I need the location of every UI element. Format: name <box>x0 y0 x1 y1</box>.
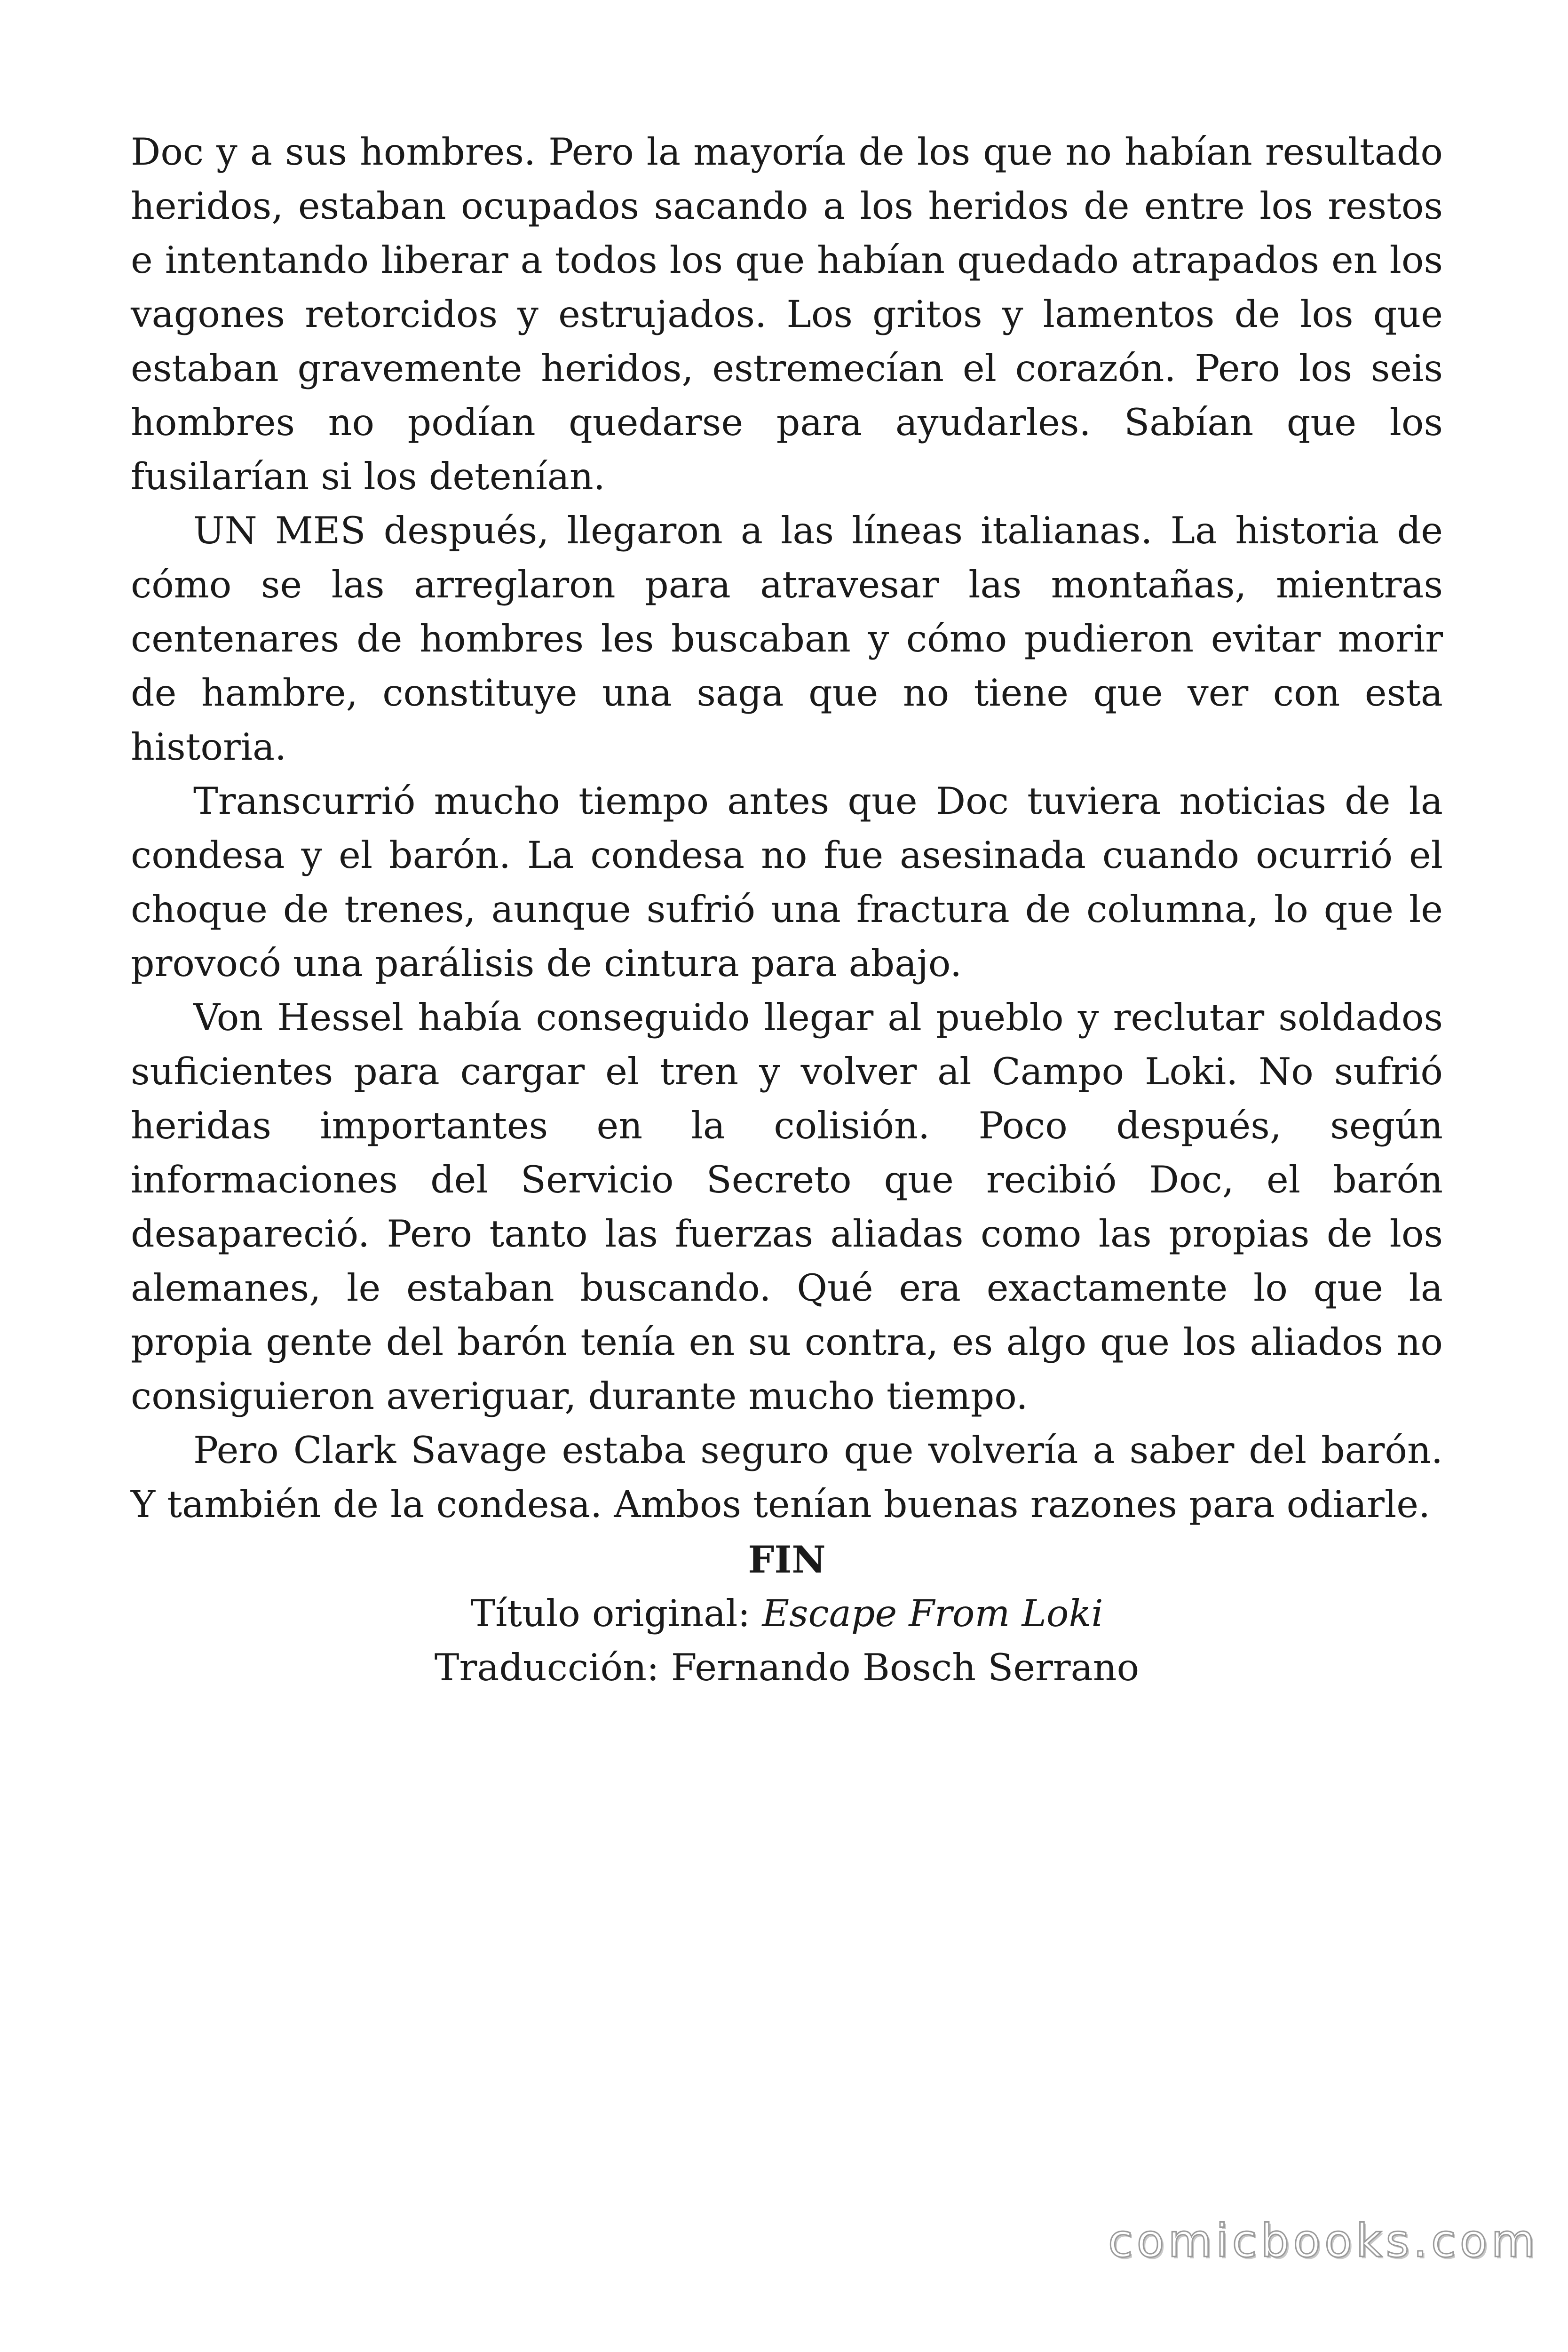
watermark: comicbooks.com <box>1108 2215 1539 2267</box>
paragraph-4: Von Hessel había conseguido llegar al pueblo y reclutar soldados suficientes para cargar el tren y volver al Campo Loki. No sufrió heridas importantes en la colisión. Poco después, según informaciones del Servicio Secreto que recibió Doc, el barón desapareció. Pero tanto las fuerzas aliadas como las propias de los alemanes, le estaban buscando. Qué era exactamente lo que la propia gente del barón tenía en su contra, es algo que los aliados no consiguieron averiguar, durante mucho tiempo. <box>131 996 1443 1418</box>
original-title-line <box>131 1587 1443 1641</box>
original-title-value: Escape From Loki <box>762 1592 1103 1635</box>
ending-block <box>131 1533 1443 1695</box>
page-body <box>131 125 1443 1695</box>
fin-heading: FIN <box>748 1538 826 1581</box>
paragraph-3: Transcurrió mucho tiempo antes que Doc tuviera noticias de la condesa y el barón. La condesa no fue asesinada cuando ocurrió el choque de trenes, aunque sufrió una fractura de columna, lo que le provocó una parálisis de cintura para abajo. <box>131 779 1443 985</box>
translation-credit: Traducción: Fernando Bosch Serrano <box>434 1646 1140 1689</box>
paragraph-5: Pero Clark Savage estaba seguro que volvería a saber del barón. Y también de la condesa. Ambos tenían buenas razones para odiarle. <box>131 1429 1443 1526</box>
paragraph-2: UN MES después, llegaron a las líneas italianas. La historia de cómo se las arreglaron para atravesar las montañas, mientras centenares de hombres les buscaban y cómo pudieron evitar morir de hambre, constituye una saga que no tiene que ver con esta historia. <box>131 509 1443 769</box>
original-title-label: Título original: <box>470 1592 762 1635</box>
paragraph-1: Doc y a sus hombres. Pero la mayoría de los que no habían resultado heridos, estaban ocupados sacando a los heridos de entre los restos e intentando liberar a todos los que habían quedado atrapados en los vagones retorcidos y estrujados. Los gritos y lamentos de los que estaban gravemente heridos, estremecían el corazón. Pero los seis hombres no podían quedarse para ayudarles. Sabían que los fusilarían si los detenían. <box>131 130 1443 498</box>
